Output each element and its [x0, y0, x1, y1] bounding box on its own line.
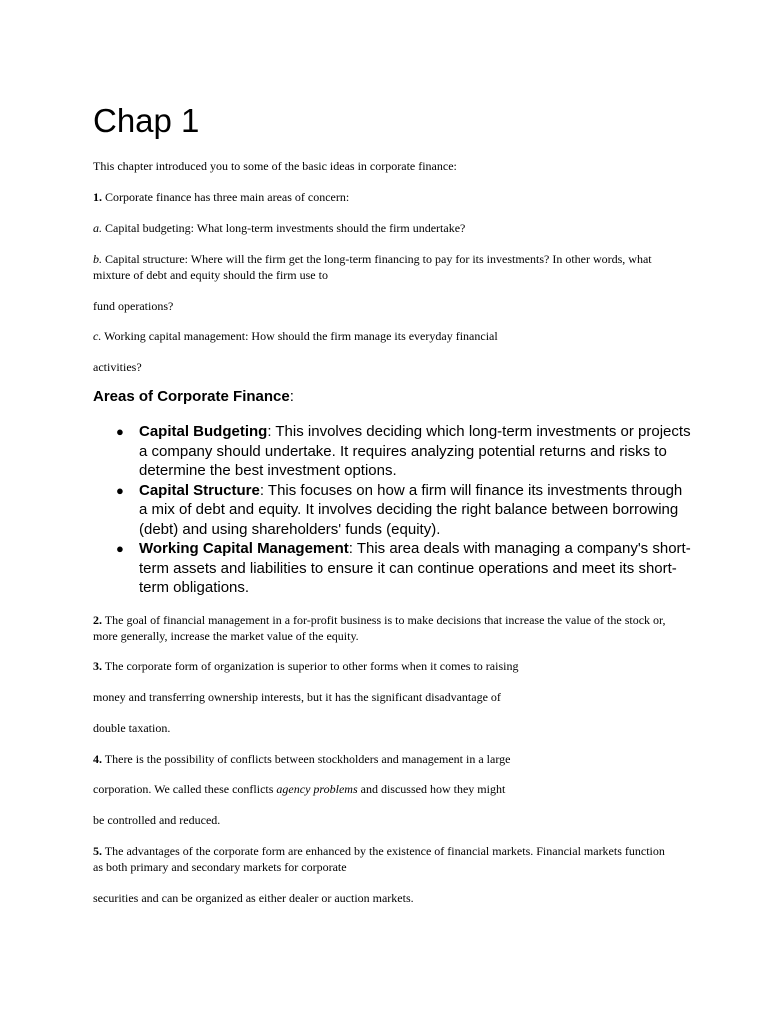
point-text: be controlled and reduced.: [93, 813, 221, 827]
point-text: The goal of financial management in a for-profit business is to make decisions that increase the value of the stock or, more generally, increase the market value of the equity.: [93, 613, 666, 643]
point-text: Capital structure: Where will the firm get the long-term financing to pay for its investments? In other words, what mixture of debt and equity should the firm use to: [93, 252, 652, 282]
point-number: 2.: [93, 613, 102, 627]
section-heading: [93, 387, 294, 407]
point-3-continued: [93, 689, 673, 705]
point-text: Working capital management: How should the firm manage its everyday financial: [101, 329, 498, 343]
list-item: [93, 481, 693, 540]
point-text: activities?: [93, 360, 142, 374]
point-text: Capital budgeting: What long-term investments should the firm undertake?: [102, 221, 466, 235]
point-text: There is the possibility of conflicts between stockholders and management in a large: [102, 752, 511, 766]
intro-text: This chapter introduced you to some of the basic ideas in corporate finance:: [93, 159, 457, 173]
section-heading-text: Areas of Corporate Finance: [93, 388, 290, 405]
list-item: [93, 539, 693, 598]
point-5: [93, 843, 673, 875]
bullet-icon: ●: [116, 482, 124, 498]
point-4-continued: [93, 781, 673, 797]
list-item-text: : This area deals with managing a company's short-term assets and liabilities to ensure it can continue operations and meet its short-term obligations.: [139, 540, 691, 596]
point-1c: [93, 328, 673, 344]
point-number: 3.: [93, 659, 102, 673]
point-letter: a.: [93, 221, 102, 235]
areas-list: [93, 422, 693, 598]
point-1: [93, 189, 673, 205]
agency-problems-term: agency problems: [276, 782, 358, 796]
point-3-continued-2: [93, 720, 673, 736]
point-letter: c.: [93, 329, 102, 343]
point-text: The advantages of the corporate form are enhanced by the existence of financial markets. Financial markets function as both primary and secondary markets for corporate: [93, 844, 665, 874]
point-text: double taxation.: [93, 721, 171, 735]
point-number: 5.: [93, 844, 102, 858]
point-4: [93, 751, 673, 767]
point-letter: b.: [93, 252, 102, 266]
point-1a: [93, 220, 673, 236]
point-number: 1.: [93, 190, 102, 204]
bullet-icon: ●: [116, 424, 124, 439]
page-title: Chap 1: [93, 102, 200, 139]
list-item-term: Capital Budgeting: [139, 423, 268, 440]
point-text: corporation. We called these conflicts: [93, 782, 277, 796]
point-4-continued-2: [93, 812, 673, 828]
list-item-term: Working Capital Management: [139, 540, 349, 557]
point-3: [93, 658, 673, 674]
point-1b: [93, 251, 673, 283]
point-2: [93, 612, 673, 644]
point-1c-continued: [93, 359, 673, 375]
point-1b-continued: [93, 298, 673, 314]
intro-paragraph: [93, 158, 673, 174]
bullet-icon: ●: [116, 541, 124, 556]
list-item-text: : This focuses on how a firm will finance its investments through a mix of debt and equity. It involves deciding the right balance between borrowing (debt) and using shareholders' funds (equity).: [139, 481, 683, 538]
point-text: Corporate finance has three main areas of concern:: [102, 190, 350, 204]
point-number: 4.: [93, 752, 102, 766]
section-heading-colon: :: [289, 388, 294, 405]
point-text: money and transferring ownership interests, but it has the significant disadvantage of: [93, 690, 501, 704]
point-text: fund operations?: [93, 299, 174, 313]
point-5-continued: [93, 890, 673, 906]
list-item: [93, 422, 693, 481]
point-text: and discussed how they might: [357, 782, 506, 796]
point-text: securities and can be organized as either dealer or auction markets.: [93, 891, 414, 905]
point-text: The corporate form of organization is superior to other forms when it comes to raising: [102, 659, 519, 673]
list-item-term: Capital Structure: [139, 481, 260, 499]
list-item-text: : This involves deciding which long-term investments or projects a company should undertake. It requires analyzing potential returns and risks to determine the best investment options.: [139, 423, 691, 479]
